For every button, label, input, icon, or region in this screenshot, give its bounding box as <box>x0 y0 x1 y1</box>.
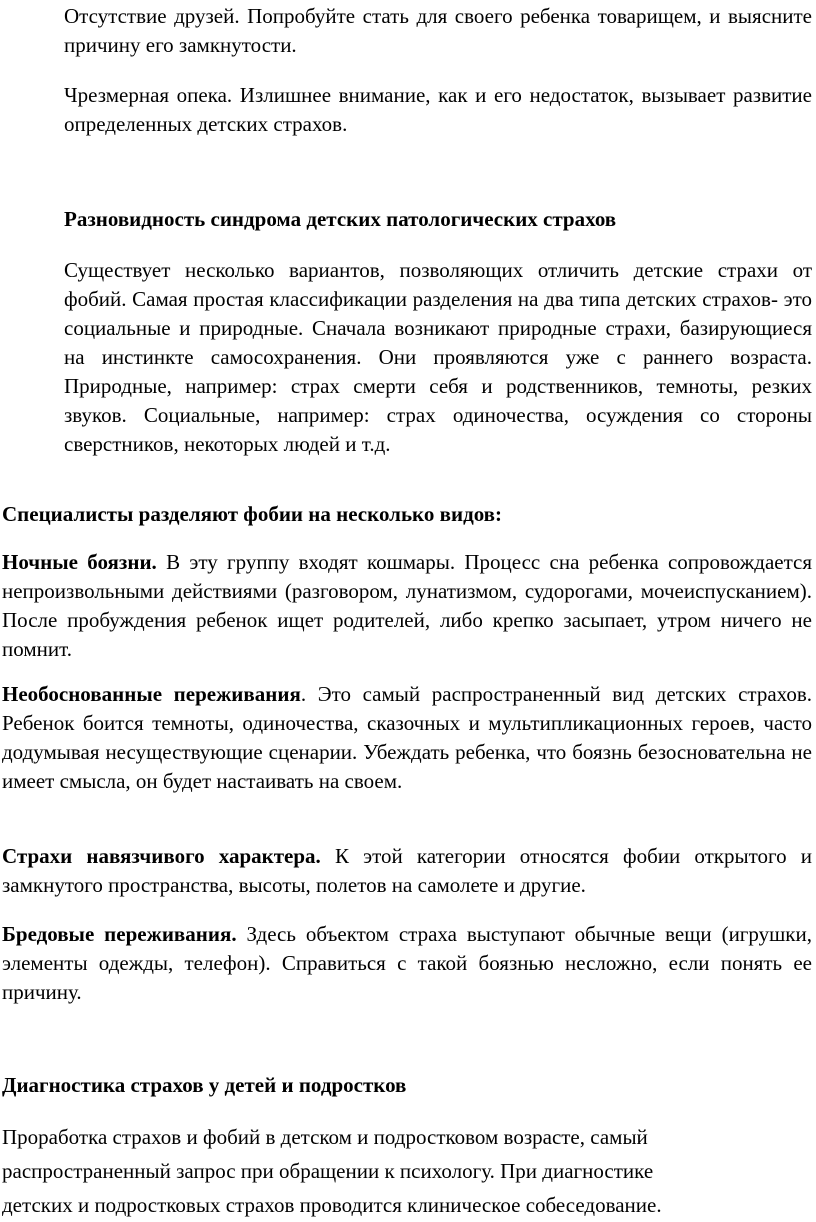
list-item-term: Страхи навязчивого характера. <box>2 844 321 868</box>
diagnostics-line-1: Проработка страхов и фобий в детском и подростковом возрасте, самый <box>2 1125 648 1149</box>
intro-paragraph-overprotection: Чрезмерная опека. Излишнее внимание, как и его недостаток, вызывает развитие определенных детских страхов. <box>64 83 812 136</box>
section-heading-varieties <box>64 205 812 234</box>
list-item-term: Необоснованные переживания <box>2 682 301 706</box>
diagnostics-line-3: детских и подростковых страхов проводится клиническое собеседование. <box>2 1193 662 1217</box>
list-item-obsessive-fears <box>2 842 812 900</box>
section-heading-specialists <box>2 500 812 529</box>
list-item-delusional-worries <box>2 920 812 1007</box>
diagnostics-line-2: распространенный запрос при обращении к психологу. При диагностике <box>2 1159 654 1183</box>
list-item-term: Бредовые переживания. <box>2 922 237 946</box>
list-item-night-fears <box>2 548 812 664</box>
section-heading-varieties-text: Разновидность синдрома детских патологических страхов <box>64 207 617 231</box>
list-item-unfounded-worries <box>2 680 812 796</box>
section-heading-diagnostics-text: Диагностика страхов у детей и подростков <box>2 1073 407 1097</box>
section-heading-specialists-text: Специалисты разделяют фобии на несколько видов: <box>2 502 503 526</box>
list-item-text: . Это самый распространенный вид детских страхов. Ребенок боится темноты, одиночества, сказочных и мультипликационных героев, часто додумывая несуществующие сценарии. Убеждать ребенка, что боязнь безосновательна не имеет смысла, он будет настаивать на своем. <box>2 682 813 793</box>
section-heading-diagnostics <box>2 1071 812 1100</box>
list-item-term: Ночные боязни. <box>2 550 157 574</box>
intro-paragraph-friends: Отсутствие друзей. Попробуйте стать для своего ребенка товарищем, и выясните причину его замкнутости. <box>64 4 812 57</box>
list-item-text: К этой категории относятся фобии открытого и замкнутого пространства, высоты, полетов на самолете и другие. <box>2 844 812 897</box>
list-item-text: В эту группу входят кошмары. Процесс сна ребенка сопровождается непроизвольными действиями (разговором, лунатизмом, судорогами, мочеиспусканием). После пробуждения ребенок ищет родителей, либо крепко засыпает, утром ничего не помнит. <box>2 550 813 661</box>
list-item-text: Здесь объектом страха выступают обычные вещи (игрушки, элементы одежды, телефон). Справиться с такой боязнью несложно, если понять ее причину. <box>2 922 813 1004</box>
section-paragraph-varieties: Существует несколько вариантов, позволяющих отличить детские страхи от фобий. Самая простая классификации разделения на два типа детских страхов- это социальные и природные. Сначала возникают природные страхи, базирующиеся на инстинкте самосохранения. Они проявляются уже с раннего возраста. Природные, например: страх смерти себя и родственников, темноты, резких звуков. Социальные, например: страх одиночества, осуждения со стороны сверстников, некоторых людей и т.д. <box>64 258 812 456</box>
section-paragraph-diagnostics <box>2 1120 812 1222</box>
